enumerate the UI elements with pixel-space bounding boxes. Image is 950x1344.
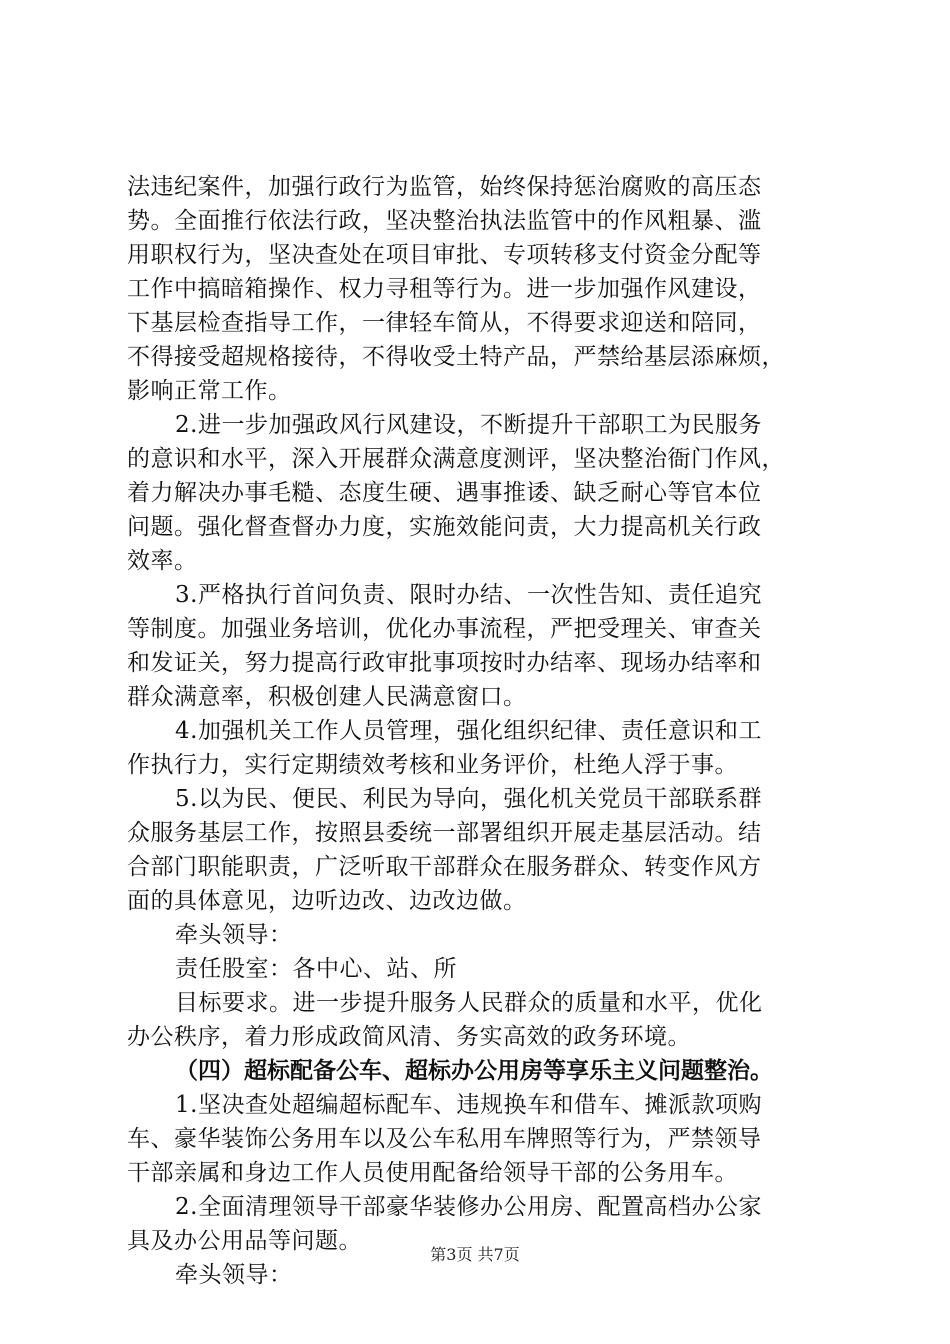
paragraph-line-3: 用职权行为，坚决查处在项目审批、专项转移支付资金分配等 <box>127 242 762 268</box>
item-2-line-4: 问题。强化督查督办力度，实施效能问责，大力提高机关行政 <box>127 514 762 540</box>
item-3-line-1: 3.严格执行首问负责、限时办结、一次性告知、责任追究 <box>175 582 762 608</box>
paragraph-line-7: 影响正常工作。 <box>127 378 292 404</box>
item-4-line-2: 作执行力，实行定期绩效考核和业务评价，杜绝人浮于事。 <box>127 752 738 778</box>
item-3-line-3: 和发证关，努力提高行政审批事项按时办结率、现场办结率和 <box>127 650 762 676</box>
paragraph-line-4: 工作中搞暗箱操作、权力寻租等行为。进一步加强作风建设， <box>127 276 762 302</box>
item-5-line-1: 5.以为民、便民、利民为导向，强化机关党员干部联系群 <box>175 786 762 812</box>
item-2-line-5: 效率。 <box>127 548 198 574</box>
item-2-line-1: 2.进一步加强政风行风建设，不断提升干部职工为民服务 <box>175 412 762 438</box>
paragraph-line-6: 不得接受超规格接待，不得收受土特产品，严禁给基层添麻烦， <box>127 344 785 370</box>
item-5-line-2: 众服务基层工作，按照县委统一部署组织开展走基层活动。结 <box>127 820 762 846</box>
document-body <box>127 170 845 1292</box>
item-2-line-3: 着力解决办事毛糙、态度生硬、遇事推诿、缺乏耐心等官本位 <box>127 480 762 506</box>
paragraph-line-1: 法违纪案件，加强行政行为监管，始终保持惩治腐败的高压态 <box>127 174 762 200</box>
goal-line-1: 目标要求。进一步提升服务人民群众的质量和水平，优化 <box>175 990 763 1016</box>
paragraph-line-2: 势。全面推行依法行政，坚决整治执法监管中的作风粗暴、滥 <box>127 208 762 234</box>
goal-line-2: 办公秩序，着力形成政简风清、务实高效的政务环境。 <box>127 1024 691 1050</box>
item-5-line-4: 面的具体意见，边听边改、边改边做。 <box>127 888 527 914</box>
item-2-line-2: 的意识和水平，深入开展群众满意度测评，坚决整治衙门作风， <box>127 446 785 472</box>
sub-item-2-line-2: 具及办公用品等问题。 <box>127 1228 362 1254</box>
responsible-office-line: 责任股室：各中心、站、所 <box>175 956 457 982</box>
item-3-line-2: 等制度。加强业务培训，优化办事流程，严把受理关、审查关 <box>127 616 762 642</box>
sub-item-1-line-2: 车、豪华装饰公务用车以及公车私用车牌照等行为，严禁领导 <box>127 1126 762 1152</box>
page-number-footer: 第3页 共7页 <box>430 1245 520 1264</box>
paragraph-line-5: 下基层检查指导工作，一律轻车简从，不得要求迎送和陪同， <box>127 310 762 336</box>
sub-item-2-line-1: 2.全面清理领导干部豪华装修办公用房、配置高档办公家 <box>175 1194 762 1220</box>
item-3-line-4: 群众满意率，积极创建人民满意窗口。 <box>127 684 527 710</box>
sub-item-1-line-3: 干部亲属和身边工作人员使用配备给领导干部的公务用车。 <box>127 1160 738 1186</box>
section-heading-4: （四）超标配备公车、超标办公用房等享乐主义问题整治。 <box>175 1058 773 1084</box>
lead-leader-label: 牵头领导： <box>175 922 293 948</box>
item-5-line-3: 合部门职能职责，广泛听取干部群众在服务群众、转变作风方 <box>127 854 762 880</box>
lead-leader-label-2: 牵头领导： <box>175 1262 293 1288</box>
sub-item-1-line-1: 1.坚决查处超编超标配车、违规换车和借车、摊派款项购 <box>175 1092 762 1118</box>
item-4-line-1: 4.加强机关工作人员管理，强化组织纪律、责任意识和工 <box>175 718 762 744</box>
